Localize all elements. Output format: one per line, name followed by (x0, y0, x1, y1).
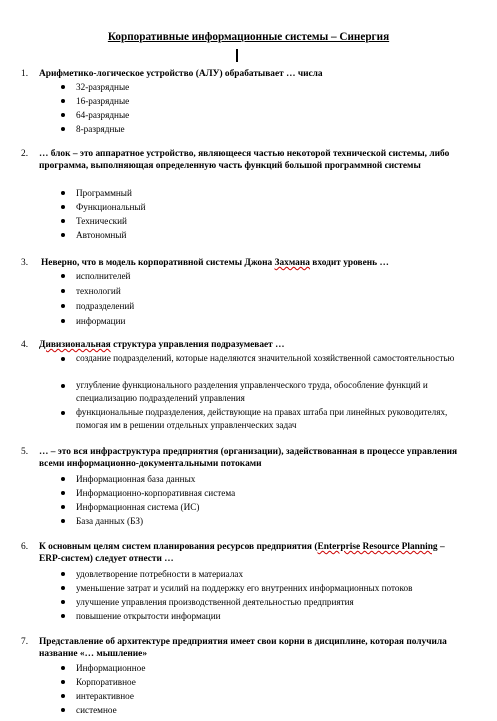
bullet-icon (61, 319, 65, 323)
question-text: … – это вся инфраструктура предприятия (организации), задействованная в процессе управления всеми информационно-документальными потоками (39, 447, 458, 469)
answer-option: 8-разрядные (0, 122, 497, 136)
answer-option: информации (0, 314, 497, 329)
answer-option: 16-разрядные (0, 94, 497, 108)
bullet-icon (61, 680, 65, 684)
question-number: 6. (21, 542, 29, 552)
bullet-icon (61, 694, 65, 698)
answer-option: Технический (0, 214, 497, 228)
question-text: Дивизиональная структура управления подразумевает … (39, 340, 285, 350)
question-text: … блок – это аппаратное устройство, являющееся частью некоторой технической системы, либо программа, выполняющая определенную часть функций большой программной системы (39, 149, 450, 171)
answer-option: Корпоративное (0, 675, 497, 689)
answer-option: Информационная система (ИС) (0, 500, 497, 514)
answer-option: Информационно-корпоративная система (0, 486, 497, 500)
bullet-icon (61, 205, 65, 209)
answer-option: исполнителей (0, 269, 497, 284)
bullet-icon (61, 572, 65, 576)
bullet-icon (61, 113, 65, 117)
bullet-icon (61, 708, 65, 712)
answer-option: функциональные подразделения, действующие на правах штаба при линейных руководителях, помогая им в решении отдельных управленческих задач (0, 406, 497, 433)
bullet-icon (61, 411, 65, 415)
question-text: Неверно, что в модель корпоративной системы Джона Захмана входит уровень … (41, 258, 389, 268)
bullet-icon (61, 85, 65, 89)
answer-option: База данных (БЗ) (0, 514, 497, 528)
question-number: 5. (21, 447, 29, 457)
bullet-icon (61, 586, 65, 590)
text-cursor (236, 49, 238, 62)
bullet-icon (61, 357, 65, 361)
answer-list (0, 567, 497, 623)
bullet-icon (61, 384, 65, 388)
bullet-icon (61, 304, 65, 308)
bullet-icon (61, 127, 65, 131)
answer-option: углубление функционального разделения управленческого труда, обособление функций и специализацию подразделений управления (0, 379, 497, 406)
answer-option: повышение открытости информации (0, 609, 497, 623)
answer-option: создание подразделений, которые наделяются значительной хозяйственной самостоятельностью (0, 352, 497, 379)
answer-option: Автономный (0, 228, 497, 242)
bullet-icon (61, 519, 65, 523)
answer-option: Программный (0, 186, 497, 200)
answer-list (0, 269, 497, 329)
answer-option: подразделений (0, 299, 497, 314)
bullet-icon (61, 477, 65, 481)
question-text: К основным целям систем планирования ресурсов предприятия (Enterprise Resource Planning – ERP-систем) следует отнести … (39, 542, 445, 564)
answer-option: 64-разрядные (0, 108, 497, 122)
bullet-icon (61, 289, 65, 293)
answer-option: 32-разрядные (0, 80, 497, 94)
answer-option: интерактивное (0, 689, 497, 703)
spellcheck-marked-word: Захмана (274, 258, 310, 268)
bullet-icon (61, 274, 65, 278)
answer-list (0, 472, 497, 528)
answer-list (0, 186, 497, 242)
spellcheck-marked-word: Enterprise Resource Planning (317, 542, 438, 552)
page-title: Корпоративные информационные системы – Синергия (107, 31, 390, 43)
bullet-icon (61, 614, 65, 618)
answer-option: технологий (0, 284, 497, 299)
bullet-icon (61, 600, 65, 604)
question-number: 4. (21, 340, 29, 350)
answer-option: уменьшение затрат и усилий на поддержку его внутренних информационных потоков (0, 581, 497, 595)
bullet-icon (61, 666, 65, 670)
answer-option: Информационное (0, 661, 497, 675)
bullet-icon (61, 219, 65, 223)
question-number: 1. (21, 69, 29, 79)
question-number: 3. (21, 258, 29, 268)
answer-option: улучшение управления производственной деятельностью предприятия (0, 595, 497, 609)
question-number: 7. (21, 637, 29, 647)
answer-option: удовлетворение потребности в материалах (0, 567, 497, 581)
bullet-icon (61, 505, 65, 509)
bullet-icon (61, 491, 65, 495)
question-text: Представление об архитектуре предприятия имеет свои корни в дисциплине, которая получила название «… мышление» (39, 637, 447, 659)
question-text: Арифметико-логическое устройство (АЛУ) обрабатывает … числа (39, 69, 323, 79)
answer-option: Функциональный (0, 200, 497, 214)
bullet-icon (61, 233, 65, 237)
question-number: 2. (21, 149, 29, 159)
answer-option: системное (0, 703, 497, 717)
bullet-icon (61, 191, 65, 195)
answer-list (0, 661, 497, 717)
answer-option: Информационная база данных (0, 472, 497, 486)
bullet-icon (61, 99, 65, 103)
answer-list (0, 80, 497, 136)
answer-list (0, 352, 497, 433)
spellcheck-marked-word: Дивизиональная (39, 340, 111, 350)
